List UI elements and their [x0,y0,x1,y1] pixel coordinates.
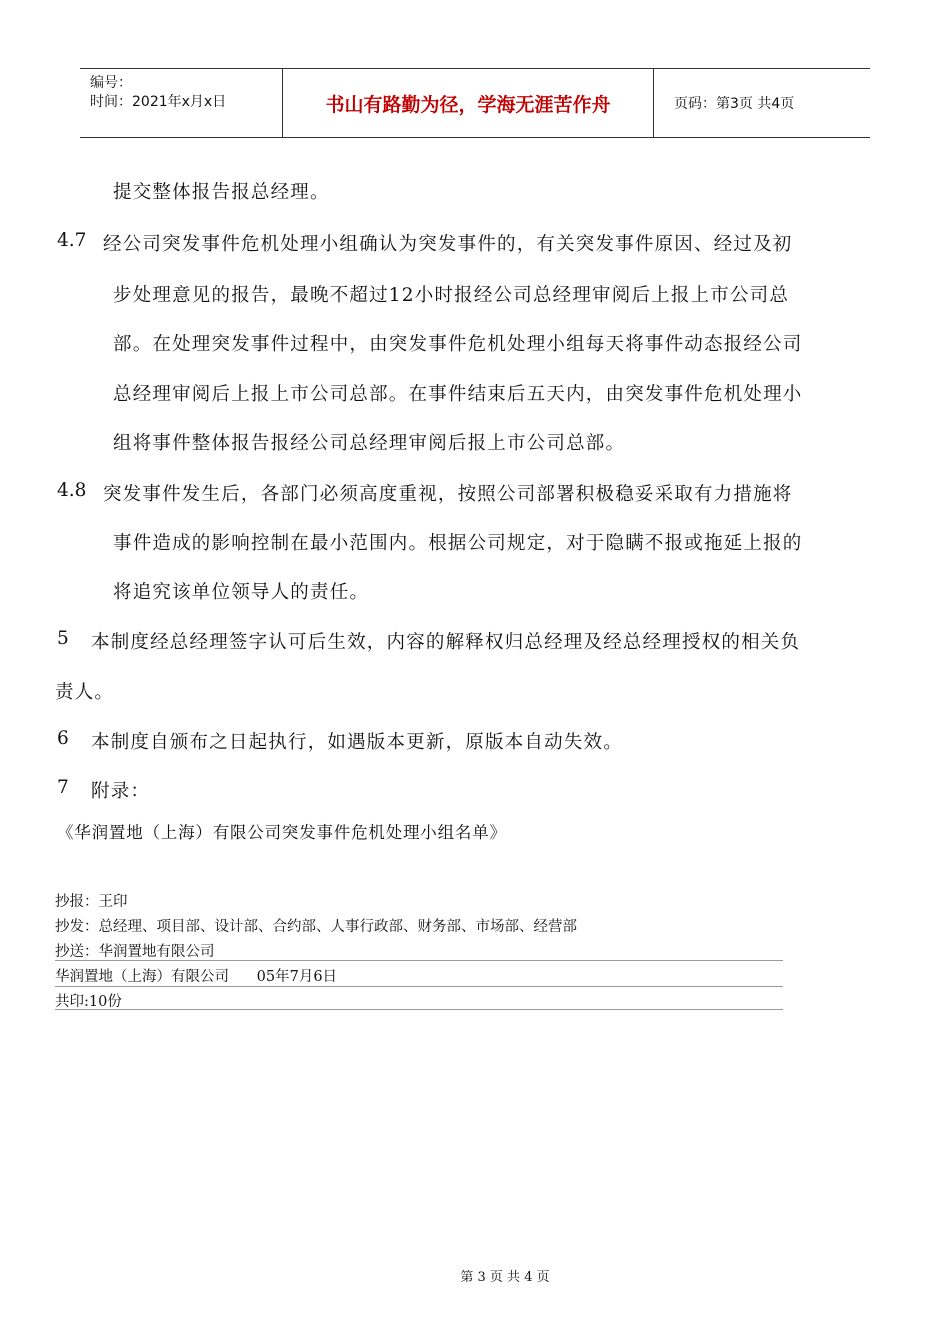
document-date-label: 时间：2021年x月x日 [90,94,227,110]
divider [55,986,783,987]
header-page-cell [664,69,870,137]
divider [55,1009,783,1010]
divider [55,960,783,961]
section-5-line: 本制度经总经理签字认可后生效，内容的解释权归总经理及经总经理授权的相关负 [91,632,801,653]
section-4-8-line: 事件造成的影响控制在最小范围内。根据公司规定，对于隐瞒不报或拖延上报的 [113,533,803,554]
section-5-number: 5 [57,628,69,649]
send-to-line: 抄发：总经理、项目部、设计部、合约部、人事行政部、财务部、市场部、经营部 [55,919,577,935]
section-4-7-line: 组将事件整体报告报经公司总经理审阅后报上市公司总部。 [113,433,626,454]
section-4-8-line: 将追究该单位领导人的责任。 [113,582,370,603]
paragraph-continuation: 提交整体报告报总经理。 [113,182,330,203]
footer-page-number: 第 3 页 共 4 页 [460,1270,550,1285]
page-footer [0,1266,950,1285]
issuer-date-line: 华润置地（上海）有限公司 05年7月6日 [55,969,338,985]
header-motto-cell [283,69,654,137]
section-4-7-line: 经公司突发事件危机处理小组确认为突发事件的，有关突发事件原因、经过及初 [103,234,793,255]
section-4-8-line: 突发事件发生后，各部门必须高度重视，按照公司部署积极稳妥采取有力措施将 [103,484,793,505]
section-5-line: 责人。 [55,682,115,703]
report-to-line: 抄报：王印 [55,894,128,910]
document-number-label: 编号： [90,75,132,91]
section-4-8-number: 4.8 [57,480,87,501]
appendix-item: 《华润置地（上海）有限公司突发事件危机处理小组名单》 [57,823,507,842]
header-page-info: 页码：第3页 共4页 [674,96,795,112]
print-count-line: 共印:10份 [55,994,122,1010]
copy-to-line: 抄送：华润置地有限公司 [55,944,215,960]
section-4-7-line: 总经理审阅后上报上市公司总部。在事件结束后五天内，由突发事件危机处理小 [113,384,803,405]
section-4-7-line: 步处理意见的报告，最晚不超过12小时报经公司总经理审阅后上报上市公司总 [113,285,790,306]
document-header [80,68,870,138]
section-6-number: 6 [57,728,69,749]
section-7-number: 7 [57,777,69,798]
section-4-7-number: 4.7 [57,230,87,251]
header-meta-cell [80,69,283,137]
section-7-text: 附录： [91,781,151,802]
section-4-7-line: 部。在处理突发事件过程中，由突发事件危机处理小组每天将事件动态报经公司 [113,334,803,355]
section-6-text: 本制度自颁布之日起执行，如遇版本更新，原版本自动失效。 [91,732,623,753]
header-motto: 书山有路勤为径，学海无涯苦作舟 [325,93,611,116]
